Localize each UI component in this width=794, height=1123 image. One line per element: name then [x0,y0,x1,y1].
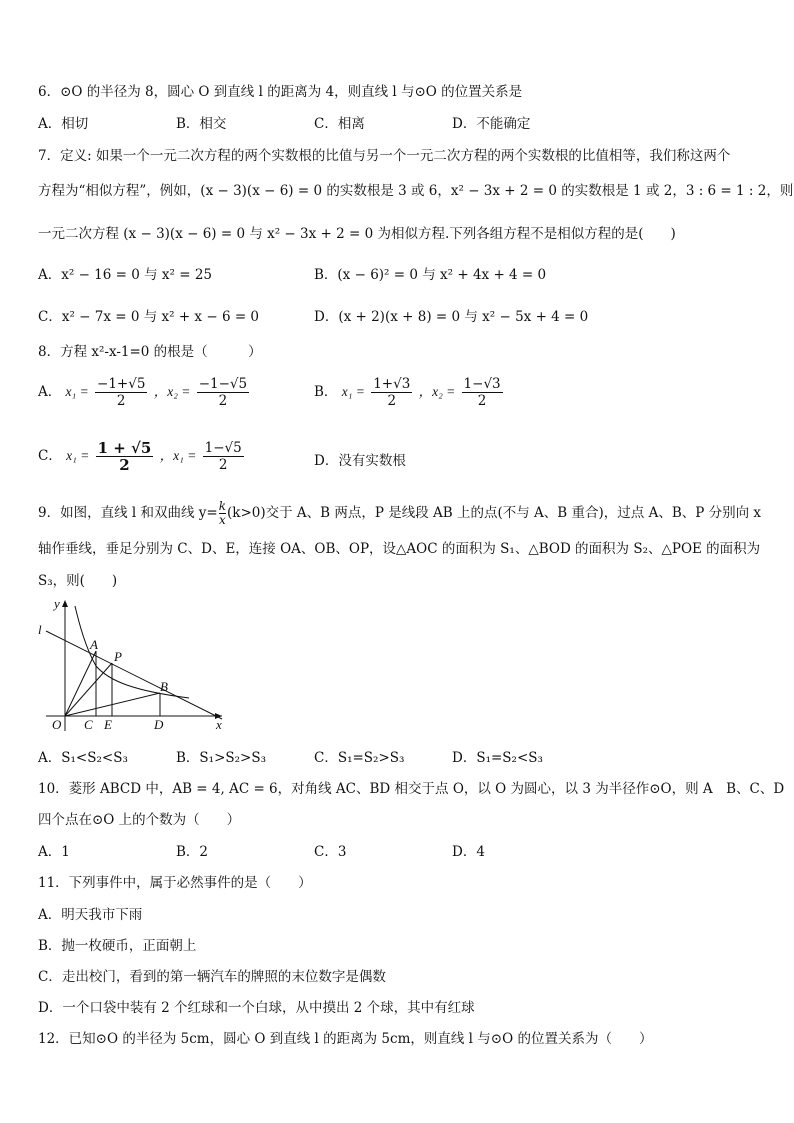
q8-c-fraction-2 [203,440,244,473]
y-axis-arrow [62,600,68,607]
q8-a-label: A． [38,384,62,400]
q9-line1-pre: 9．如图，直线 l 和双曲线 y= [38,505,218,521]
denominator: 2 [116,393,126,409]
q8-a-fraction-2 [197,376,249,409]
q8-stem: 8．方程 x²-x-1=0 的根是（ ） [38,344,262,360]
denominator: 2 [387,393,397,409]
q8-b-x1: x₁ = [341,384,365,399]
q11-stem: 11．下列事件中，属于必然事件的是（ ） [38,875,312,891]
q11-option-a: A．明天我市下雨 [38,907,143,923]
label-A: A [90,637,98,652]
q8-a-x1: x₁ = [65,384,89,399]
label-P: P [114,649,122,664]
q8-option-b [314,376,505,409]
numerator: −1+√5 [97,376,146,392]
q9-line3: S₃，则( ) [38,573,118,589]
q8-option-c [38,440,246,473]
q9-option-c: C．S₁=S₂>S₃ [314,750,405,766]
q10-option-c: C．3 [314,844,347,860]
numerator: 1−√3 [463,376,501,392]
q9-figure [34,596,230,734]
q11-option-d: D．一个口袋中装有 2 个红球和一个白球，从中摸出 2 个球，其中有红球 [38,1000,475,1016]
q7-line2: 方程为“相似方程”，例如，(x − 3)(x − 6) = 0 的实数根是 3 或 6，x² − 3x + 2 = 0 的实数根是 1 或 2，3 : 6 = 1 : 2，则 [38,183,794,199]
q7-line3: 一元二次方程 (x − 3)(x − 6) = 0 与 x² − 3x + 2 = 0 为相似方程.下列各组方程不是相似方程的是( ) [38,226,676,242]
denominator: 2 [218,393,228,409]
segment-OA [65,651,96,716]
q8-c-x1: x₁ = [66,448,90,463]
q8-b-x2: ，x₂ = [418,384,456,399]
q6-option-c: C．相离 [314,116,365,132]
label-E: E [104,717,112,732]
q8-a-fraction-1 [95,376,147,409]
label-C: C [84,717,93,732]
numerator: 1−√5 [204,440,242,456]
denominator: 2 [119,456,130,474]
q7-option-a: A．x² − 16 = 0 与 x² = 25 [38,267,213,283]
q12-stem: 12．已知⊙O 的半径为 5cm，圆心 O 到直线 l 的距离为 5cm，则直线 l 与⊙O 的位置关系为（ ） [38,1031,653,1047]
hyperbola-curve [75,606,189,698]
q10-option-a: A．1 [38,844,70,860]
numerator: −1−√5 [198,376,248,392]
label-O: O [52,717,62,732]
q8-b-fraction-2 [462,376,503,409]
q6-stem: 6．⊙O 的半径为 8，圆心 O 到直线 l 的距离为 4，则直线 l 与⊙O 的位置关系是 [38,84,523,100]
numerator: 1+√3 [373,376,411,392]
numerator: 1 + √5 [97,439,152,457]
q10-line2: 四个点在⊙O 上的个数为（ ） [38,812,241,828]
q6-option-b: B．相交 [176,116,227,132]
q11-option-c: C．走出校门，看到的第一辆汽车的牌照的末位数字是偶数 [38,969,386,985]
numerator: k [218,499,226,513]
q9-line1 [38,500,761,527]
q7-option-b: B．(x − 6)² = 0 与 x² + 4x + 4 = 0 [314,267,547,283]
q8-a-x2: ，x₂ = [153,384,191,399]
q8-option-d: D．没有实数根 [314,453,406,469]
q9-option-a: A．S₁<S₂<S₃ [38,750,128,766]
q8-b-fraction-1 [371,376,412,409]
denominator: 2 [477,393,487,409]
label-l: l [38,622,42,637]
q10-option-b: B．2 [176,844,209,860]
q11-option-b: B．抛一枚硬币，正面朝上 [38,938,197,954]
q6-option-a: A．相切 [38,116,89,132]
q8-c-label: C． [38,448,62,464]
denominator: x [218,513,226,527]
q9-option-d: D．S₁=S₂<S₃ [452,750,543,766]
q7-option-d: D．(x + 2)(x + 8) = 0 与 x² − 5x + 4 = 0 [314,309,589,325]
label-x: x [216,717,222,732]
q9-line2: 轴作垂线，垂足分别为 C、D、E，连接 OA、OB、OP，设△AOC 的面积为 S₁、△BOD 的面积为 S₂、△POE 的面积为 [38,541,761,557]
q9-k-over-x [219,500,226,527]
q7-option-c: C．x² − 7x = 0 与 x² + x − 6 = 0 [38,309,260,325]
q8-c-fraction-1 [96,440,154,473]
q7-line1: 7．定义: 如果一个一元二次方程的两个实数根的比值与另一个一元二次方程的两个实数根的比值相等，我们称这两个 [38,148,731,164]
segment-OP [65,663,112,716]
q9-option-b: B．S₁>S₂>S₃ [176,750,267,766]
q6-option-d: D．不能确定 [452,116,531,132]
line-l [46,631,222,719]
q9-line1-post: (k>0)交于 A、B 两点，P 是线段 AB 上的点(不与 A、B 重合)，过点 A、B、P 分别向 x [227,505,762,521]
label-y: y [54,596,60,611]
q8-c-x2: ，x₁ = [159,448,197,463]
denominator: 2 [218,457,228,473]
q10-option-d: D．4 [452,844,485,860]
q8-b-label: B． [314,384,338,400]
q8-option-a [38,376,251,409]
label-B: B [160,679,168,694]
label-D: D [154,717,164,732]
q10-line1: 10．菱形 ABCD 中，AB = 4, AC = 6，对角线 AC、BD 相交于点 O，以 O 为圆心，以 3 为半径作⊙O，则 A B、C、D [38,781,785,797]
